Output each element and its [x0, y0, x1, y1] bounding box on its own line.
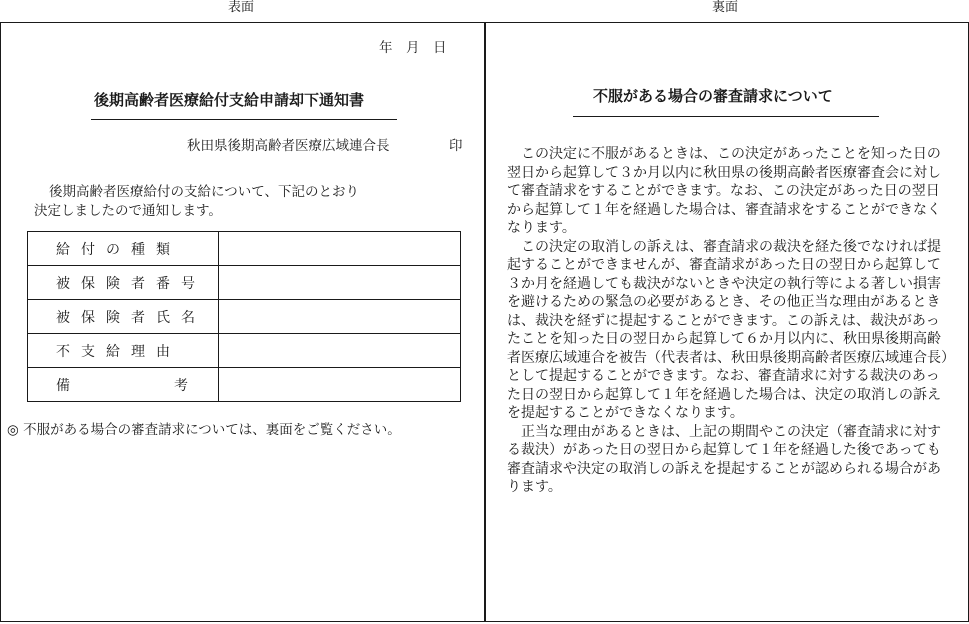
appeal-paragraph: この決定の取消しの訴えは、審査請求の裁決を経た後でなければ提起することができませんが、審査請求があった日の翌日から起算して３か月を経過しても裁決がないときや決定の執行等による著しい損害を避けるための緊急の必要があるとき、その他正当な理由があるときは、裁決を経ずに提起することができます。この訴えは、裁決があったことを知った日の翌日から起算して６か月以内に、秋田県後期高齢者医療広域連合を被告（代表者は、秋田県後期高齢者医療広域連合長）として提起することができます。なお、審査請求に対する裁決のあった日の翌日から起算して１年を経過した場合は、決定の取消しの訴えを提起することができなくなります。: [507, 238, 948, 421]
back-panel: [484, 22, 969, 622]
rejection-reason-field[interactable]: [219, 334, 461, 368]
front-panel: [0, 22, 486, 622]
intro-line-1: 後期高齢者医療給付の支給について、下記のとおり: [49, 184, 359, 200]
insured-number-field[interactable]: [219, 266, 461, 300]
row-label: 備 考: [28, 368, 219, 402]
appeal-paragraph: 正当な理由があるときは、上記の期間やこの決定（審査請求に対する裁決）があった日の翌日から起算して１年を経過した後であっても審査請求や決定の取消しの訴えを提起することが認められる場合があります。: [507, 423, 941, 495]
appeal-paragraph: この決定に不服があるときは、この決定があったことを知った日の翌日から起算して３か月以内に秋田県の後期高齢者医療審査会に対して審査請求をすることができます。なお、この決定があった日の翌日から起算して１年を経過した場合は、審査請求をすることができなくなります。: [507, 146, 941, 236]
issuer-name: 秋田県後期高齢者医療広域連合長: [187, 138, 390, 154]
insured-name-field[interactable]: [219, 300, 461, 334]
benefit-info-table: [27, 231, 461, 402]
row-label: 被保険者氏名: [28, 300, 219, 334]
row-label: 被保険者番号: [28, 266, 219, 300]
intro-line-2: 決定しましたので通知します。: [34, 203, 222, 219]
table-row: [28, 300, 461, 334]
row-label: 給付の種類: [28, 232, 219, 266]
appeal-note: ◎ 不服がある場合の審査請求については、裏面をご覧ください。: [7, 422, 401, 438]
title-underline: [91, 119, 397, 120]
appeal-title-underline: [573, 116, 879, 117]
table-row: [28, 368, 461, 402]
seal-mark: 印: [449, 138, 463, 154]
table-row: [28, 266, 461, 300]
appeal-title: 不服がある場合の審査請求について: [593, 87, 833, 105]
row-label: 不支給理由: [28, 334, 219, 368]
benefit-type-field[interactable]: [219, 232, 461, 266]
remarks-field[interactable]: [219, 368, 461, 402]
date-line: 年 月 日: [379, 40, 447, 56]
table-row: [28, 334, 461, 368]
appeal-body: [507, 145, 949, 497]
table-row: [28, 232, 461, 266]
back-side-label: 裏面: [712, 0, 739, 15]
notice-title: 後期高齢者医療給付支給申請却下通知書: [94, 91, 365, 109]
front-side-label: 表面: [228, 0, 255, 15]
